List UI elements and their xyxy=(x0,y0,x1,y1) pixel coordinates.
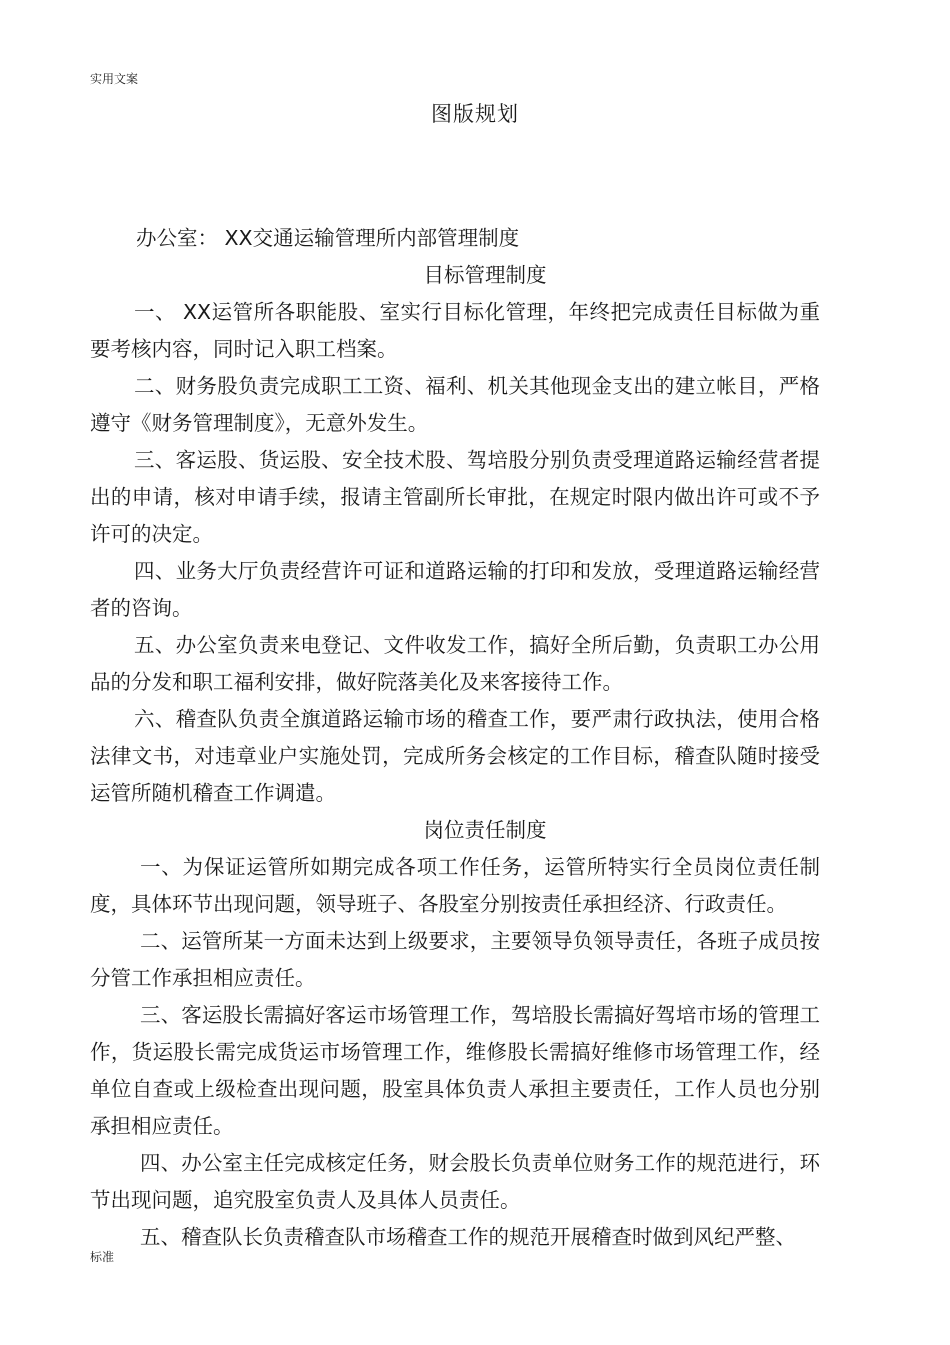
document-title: 图版规划 xyxy=(431,102,519,126)
paragraph: 五、办公室负责来电登记、文件收发工作，搞好全所后勤，负责职工办公用品的分发和职工福利安排，做好院落美化及来客接待工作。 xyxy=(90,633,820,694)
paragraph: 三、客运股、货运股、安全技术股、驾培股分别负责受理道路运输经营者提出的申请，核对申请手续，报请主管副所长审批，在规定时限内做出许可或不予许可的决定。 xyxy=(90,448,820,546)
page-header-label: 实用文案 xyxy=(90,72,139,86)
page-footer-label: 标准 xyxy=(90,1250,115,1264)
section-heading-goal-management: 目标管理制度 xyxy=(423,263,547,287)
intro-line: 办公室： XX交通运输管理所内部管理制度 xyxy=(136,226,520,250)
paragraph: 一、 XX运管所各职能股、室实行目标化管理，年终把完成责任目标做为重要考核内容，同时记入职工档案。 xyxy=(90,300,820,361)
paragraph: 一、为保证运管所如期完成各项工作任务，运管所特实行全员岗位责任制度，具体环节出现问题，领导班子、各股室分别按责任承担经济、行政责任。 xyxy=(90,855,820,916)
paragraph: 四、业务大厅负责经营许可证和道路运输的打印和发放，受理道路运输经营者的咨询。 xyxy=(90,559,820,620)
paragraph: 二、运管所某一方面未达到上级要求，主要领导负领导责任，各班子成员按分管工作承担相应责任。 xyxy=(90,929,820,990)
document-body xyxy=(90,220,820,1256)
paragraph: 六、稽查队负责全旗道路运输市场的稽查工作，要严肃行政执法，使用合格法律文书，对违章业户实施处罚，完成所务会核定的工作目标，稽查队随时接受运管所随机稽查工作调遣。 xyxy=(90,707,820,805)
section-heading-post-responsibility: 岗位责任制度 xyxy=(423,818,547,842)
paragraph: 五、稽查队长负责稽查队市场稽查工作的规范开展稽查时做到风纪严整、 xyxy=(140,1225,796,1249)
paragraph: 四、办公室主任完成核定任务，财会股长负责单位财务工作的规范进行，环节出现问题，追究股室负责人及具体人员责任。 xyxy=(90,1151,820,1212)
paragraph: 二、财务股负责完成职工工资、福利、机关其他现金支出的建立帐目，严格遵守《财务管理制度》，无意外发生。 xyxy=(90,374,820,435)
paragraph: 三、客运股长需搞好客运市场管理工作，驾培股长需搞好驾培市场的管理工作，货运股长需完成货运市场管理工作，维修股长需搞好维修市场管理工作，经单位自查或上级检查出现问题，股室具体负责人承担主要责任，工作人员也分别承担相应责任。 xyxy=(90,1003,820,1138)
